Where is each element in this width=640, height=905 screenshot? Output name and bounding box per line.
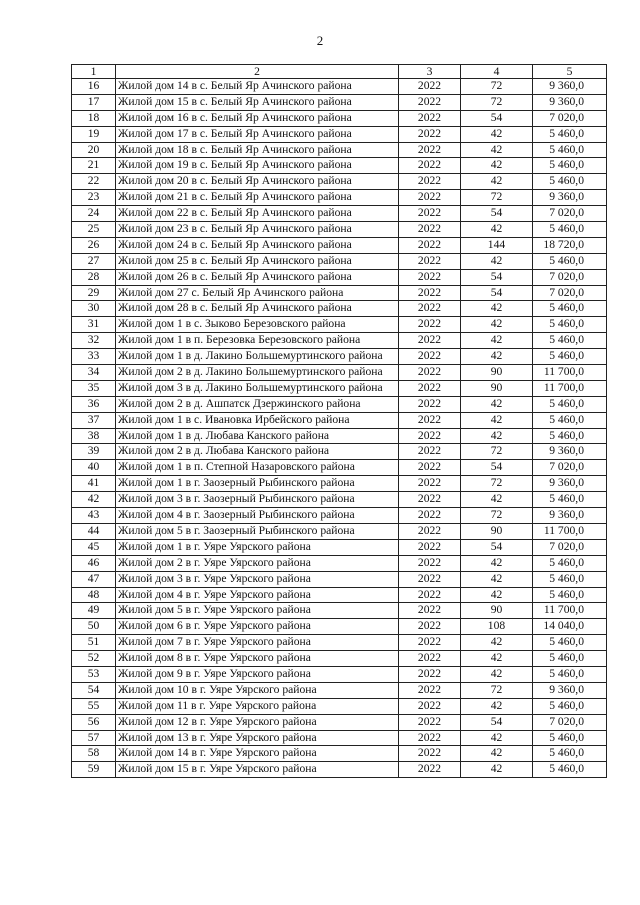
object-name-cell: Жилой дом 26 в с. Белый Яр Ачинского района <box>116 269 399 285</box>
object-name-cell: Жилой дом 5 в г. Заозерный Рыбинского района <box>116 523 399 539</box>
row-number-cell: 42 <box>72 492 116 508</box>
amount-cell: 5 460,0 <box>533 126 607 142</box>
column-header: 1 <box>72 65 116 79</box>
area-cell: 72 <box>461 444 533 460</box>
amount-cell: 5 460,0 <box>533 698 607 714</box>
year-cell: 2022 <box>399 619 461 635</box>
object-name-cell: Жилой дом 20 в с. Белый Яр Ачинского района <box>116 174 399 190</box>
table-row <box>72 301 607 317</box>
amount-cell: 5 460,0 <box>533 333 607 349</box>
year-cell: 2022 <box>399 237 461 253</box>
area-cell: 42 <box>461 253 533 269</box>
amount-cell: 14 040,0 <box>533 619 607 635</box>
year-cell: 2022 <box>399 444 461 460</box>
year-cell: 2022 <box>399 380 461 396</box>
year-cell: 2022 <box>399 94 461 110</box>
row-number-cell: 35 <box>72 380 116 396</box>
object-name-cell: Жилой дом 21 в с. Белый Яр Ачинского района <box>116 190 399 206</box>
year-cell: 2022 <box>399 635 461 651</box>
object-name-cell: Жилой дом 19 в с. Белый Яр Ачинского района <box>116 158 399 174</box>
row-number-cell: 51 <box>72 635 116 651</box>
amount-cell: 7 020,0 <box>533 285 607 301</box>
object-name-cell: Жилой дом 1 в д. Лакино Большемуртинского района <box>116 349 399 365</box>
amount-cell: 5 460,0 <box>533 492 607 508</box>
amount-cell: 9 360,0 <box>533 79 607 95</box>
object-name-cell: Жилой дом 3 в г. Заозерный Рыбинского района <box>116 492 399 508</box>
area-cell: 144 <box>461 237 533 253</box>
object-name-cell: Жилой дом 28 в с. Белый Яр Ачинского района <box>116 301 399 317</box>
area-cell: 42 <box>461 587 533 603</box>
object-name-cell: Жилой дом 7 в г. Уяре Уярского района <box>116 635 399 651</box>
housing-table <box>71 64 607 778</box>
area-cell: 54 <box>461 460 533 476</box>
year-cell: 2022 <box>399 174 461 190</box>
table-row <box>72 349 607 365</box>
year-cell: 2022 <box>399 666 461 682</box>
amount-cell: 5 460,0 <box>533 587 607 603</box>
area-cell: 42 <box>461 301 533 317</box>
year-cell: 2022 <box>399 746 461 762</box>
area-cell: 90 <box>461 365 533 381</box>
object-name-cell: Жилой дом 16 в с. Белый Яр Ачинского района <box>116 110 399 126</box>
amount-cell: 7 020,0 <box>533 206 607 222</box>
area-cell: 42 <box>461 635 533 651</box>
row-number-cell: 34 <box>72 365 116 381</box>
year-cell: 2022 <box>399 523 461 539</box>
table-row <box>72 94 607 110</box>
area-cell: 42 <box>461 571 533 587</box>
object-name-cell: Жилой дом 5 в г. Уяре Уярского района <box>116 603 399 619</box>
row-number-cell: 53 <box>72 666 116 682</box>
year-cell: 2022 <box>399 222 461 238</box>
year-cell: 2022 <box>399 412 461 428</box>
amount-cell: 5 460,0 <box>533 317 607 333</box>
area-cell: 42 <box>461 349 533 365</box>
table-row <box>72 730 607 746</box>
table-row <box>72 396 607 412</box>
area-cell: 108 <box>461 619 533 635</box>
object-name-cell: Жилой дом 9 в г. Уяре Уярского района <box>116 666 399 682</box>
amount-cell: 5 460,0 <box>533 174 607 190</box>
year-cell: 2022 <box>399 126 461 142</box>
year-cell: 2022 <box>399 333 461 349</box>
year-cell: 2022 <box>399 349 461 365</box>
area-cell: 54 <box>461 285 533 301</box>
object-name-cell: Жилой дом 22 в с. Белый Яр Ачинского района <box>116 206 399 222</box>
table-row <box>72 206 607 222</box>
table-row <box>72 380 607 396</box>
row-number-cell: 54 <box>72 682 116 698</box>
row-number-cell: 37 <box>72 412 116 428</box>
object-name-cell: Жилой дом 1 в д. Любава Канского района <box>116 428 399 444</box>
object-name-cell: Жилой дом 12 в г. Уяре Уярского района <box>116 714 399 730</box>
year-cell: 2022 <box>399 285 461 301</box>
table-row <box>72 746 607 762</box>
row-number-cell: 18 <box>72 110 116 126</box>
table-row <box>72 142 607 158</box>
area-cell: 72 <box>461 79 533 95</box>
year-cell: 2022 <box>399 476 461 492</box>
year-cell: 2022 <box>399 651 461 667</box>
row-number-cell: 50 <box>72 619 116 635</box>
year-cell: 2022 <box>399 492 461 508</box>
row-number-cell: 24 <box>72 206 116 222</box>
area-cell: 42 <box>461 651 533 667</box>
amount-cell: 7 020,0 <box>533 460 607 476</box>
year-cell: 2022 <box>399 587 461 603</box>
amount-cell: 9 360,0 <box>533 682 607 698</box>
amount-cell: 7 020,0 <box>533 269 607 285</box>
column-header: 5 <box>533 65 607 79</box>
area-cell: 42 <box>461 222 533 238</box>
object-name-cell: Жилой дом 11 в г. Уяре Уярского района <box>116 698 399 714</box>
object-name-cell: Жилой дом 1 в с. Ивановка Ирбейского района <box>116 412 399 428</box>
amount-cell: 9 360,0 <box>533 444 607 460</box>
year-cell: 2022 <box>399 110 461 126</box>
amount-cell: 5 460,0 <box>533 666 607 682</box>
row-number-cell: 44 <box>72 523 116 539</box>
row-number-cell: 29 <box>72 285 116 301</box>
table-row <box>72 619 607 635</box>
amount-cell: 5 460,0 <box>533 428 607 444</box>
row-number-cell: 46 <box>72 555 116 571</box>
amount-cell: 5 460,0 <box>533 301 607 317</box>
row-number-cell: 19 <box>72 126 116 142</box>
area-cell: 42 <box>461 666 533 682</box>
row-number-cell: 40 <box>72 460 116 476</box>
row-number-cell: 43 <box>72 508 116 524</box>
row-number-cell: 30 <box>72 301 116 317</box>
row-number-cell: 56 <box>72 714 116 730</box>
row-number-cell: 23 <box>72 190 116 206</box>
object-name-cell: Жилой дом 2 в г. Уяре Уярского района <box>116 555 399 571</box>
table-row <box>72 79 607 95</box>
table-row <box>72 603 607 619</box>
amount-cell: 7 020,0 <box>533 714 607 730</box>
area-cell: 42 <box>461 396 533 412</box>
row-number-cell: 27 <box>72 253 116 269</box>
object-name-cell: Жилой дом 2 в д. Лакино Большемуртинского района <box>116 365 399 381</box>
row-number-cell: 31 <box>72 317 116 333</box>
table-row <box>72 190 607 206</box>
amount-cell: 11 700,0 <box>533 365 607 381</box>
year-cell: 2022 <box>399 253 461 269</box>
object-name-cell: Жилой дом 24 в с. Белый Яр Ачинского района <box>116 237 399 253</box>
area-cell: 72 <box>461 94 533 110</box>
object-name-cell: Жилой дом 1 в г. Заозерный Рыбинского района <box>116 476 399 492</box>
amount-cell: 5 460,0 <box>533 555 607 571</box>
object-name-cell: Жилой дом 10 в г. Уяре Уярского района <box>116 682 399 698</box>
object-name-cell: Жилой дом 3 в д. Лакино Большемуртинского района <box>116 380 399 396</box>
object-name-cell: Жилой дом 1 в с. Зыково Березовского района <box>116 317 399 333</box>
table-row <box>72 698 607 714</box>
year-cell: 2022 <box>399 158 461 174</box>
row-number-cell: 55 <box>72 698 116 714</box>
table-row <box>72 428 607 444</box>
table-row <box>72 762 607 778</box>
area-cell: 54 <box>461 110 533 126</box>
object-name-cell: Жилой дом 18 в с. Белый Яр Ачинского района <box>116 142 399 158</box>
area-cell: 42 <box>461 762 533 778</box>
row-number-cell: 16 <box>72 79 116 95</box>
year-cell: 2022 <box>399 571 461 587</box>
area-cell: 72 <box>461 476 533 492</box>
object-name-cell: Жилой дом 1 в п. Степной Назаровского района <box>116 460 399 476</box>
table-row <box>72 269 607 285</box>
area-cell: 42 <box>461 555 533 571</box>
row-number-cell: 39 <box>72 444 116 460</box>
amount-cell: 5 460,0 <box>533 746 607 762</box>
object-name-cell: Жилой дом 2 в д. Ашпатск Дзержинского района <box>116 396 399 412</box>
amount-cell: 5 460,0 <box>533 571 607 587</box>
row-number-cell: 17 <box>72 94 116 110</box>
table-body <box>72 79 607 778</box>
amount-cell: 5 460,0 <box>533 412 607 428</box>
object-name-cell: Жилой дом 2 в д. Любава Канского района <box>116 444 399 460</box>
table-row <box>72 651 607 667</box>
amount-cell: 9 360,0 <box>533 508 607 524</box>
object-name-cell: Жилой дом 14 в с. Белый Яр Ачинского района <box>116 79 399 95</box>
amount-cell: 5 460,0 <box>533 142 607 158</box>
year-cell: 2022 <box>399 206 461 222</box>
table-row <box>72 587 607 603</box>
area-cell: 42 <box>461 174 533 190</box>
amount-cell: 5 460,0 <box>533 635 607 651</box>
column-header: 2 <box>116 65 399 79</box>
object-name-cell: Жилой дом 4 в г. Заозерный Рыбинского района <box>116 508 399 524</box>
area-cell: 42 <box>461 412 533 428</box>
row-number-cell: 26 <box>72 237 116 253</box>
object-name-cell: Жилой дом 3 в г. Уяре Уярского района <box>116 571 399 587</box>
table-row <box>72 174 607 190</box>
table-row <box>72 555 607 571</box>
area-cell: 42 <box>461 428 533 444</box>
row-number-cell: 41 <box>72 476 116 492</box>
year-cell: 2022 <box>399 460 461 476</box>
row-number-cell: 21 <box>72 158 116 174</box>
table-row <box>72 682 607 698</box>
area-cell: 90 <box>461 380 533 396</box>
year-cell: 2022 <box>399 190 461 206</box>
year-cell: 2022 <box>399 365 461 381</box>
table-row <box>72 460 607 476</box>
year-cell: 2022 <box>399 714 461 730</box>
row-number-cell: 59 <box>72 762 116 778</box>
table-row <box>72 237 607 253</box>
row-number-cell: 20 <box>72 142 116 158</box>
area-cell: 72 <box>461 682 533 698</box>
amount-cell: 18 720,0 <box>533 237 607 253</box>
table-row <box>72 571 607 587</box>
year-cell: 2022 <box>399 539 461 555</box>
area-cell: 54 <box>461 714 533 730</box>
object-name-cell: Жилой дом 23 в с. Белый Яр Ачинского района <box>116 222 399 238</box>
year-cell: 2022 <box>399 555 461 571</box>
area-cell: 42 <box>461 126 533 142</box>
column-header: 4 <box>461 65 533 79</box>
table-row <box>72 110 607 126</box>
area-cell: 42 <box>461 698 533 714</box>
table-row <box>72 714 607 730</box>
amount-cell: 11 700,0 <box>533 523 607 539</box>
row-number-cell: 36 <box>72 396 116 412</box>
amount-cell: 11 700,0 <box>533 380 607 396</box>
year-cell: 2022 <box>399 269 461 285</box>
amount-cell: 5 460,0 <box>533 222 607 238</box>
object-name-cell: Жилой дом 15 в с. Белый Яр Ачинского района <box>116 94 399 110</box>
area-cell: 42 <box>461 746 533 762</box>
table-row <box>72 126 607 142</box>
row-number-cell: 52 <box>72 651 116 667</box>
row-number-cell: 33 <box>72 349 116 365</box>
row-number-cell: 32 <box>72 333 116 349</box>
table-row <box>72 444 607 460</box>
table-row <box>72 492 607 508</box>
area-cell: 54 <box>461 539 533 555</box>
table-row <box>72 285 607 301</box>
row-number-cell: 57 <box>72 730 116 746</box>
year-cell: 2022 <box>399 762 461 778</box>
row-number-cell: 58 <box>72 746 116 762</box>
area-cell: 90 <box>461 603 533 619</box>
row-number-cell: 48 <box>72 587 116 603</box>
object-name-cell: Жилой дом 17 в с. Белый Яр Ачинского района <box>116 126 399 142</box>
table-row <box>72 539 607 555</box>
year-cell: 2022 <box>399 698 461 714</box>
amount-cell: 5 460,0 <box>533 396 607 412</box>
area-cell: 42 <box>461 158 533 174</box>
amount-cell: 5 460,0 <box>533 762 607 778</box>
table-header-row <box>72 65 607 79</box>
amount-cell: 7 020,0 <box>533 539 607 555</box>
row-number-cell: 25 <box>72 222 116 238</box>
area-cell: 42 <box>461 333 533 349</box>
row-number-cell: 38 <box>72 428 116 444</box>
table-row <box>72 476 607 492</box>
year-cell: 2022 <box>399 428 461 444</box>
row-number-cell: 28 <box>72 269 116 285</box>
area-cell: 90 <box>461 523 533 539</box>
table-row <box>72 635 607 651</box>
object-name-cell: Жилой дом 27 с. Белый Яр Ачинского района <box>116 285 399 301</box>
area-cell: 54 <box>461 206 533 222</box>
object-name-cell: Жилой дом 4 в г. Уяре Уярского района <box>116 587 399 603</box>
table-row <box>72 253 607 269</box>
area-cell: 72 <box>461 508 533 524</box>
amount-cell: 5 460,0 <box>533 253 607 269</box>
amount-cell: 5 460,0 <box>533 651 607 667</box>
table-row <box>72 666 607 682</box>
amount-cell: 9 360,0 <box>533 94 607 110</box>
object-name-cell: Жилой дом 13 в г. Уяре Уярского района <box>116 730 399 746</box>
year-cell: 2022 <box>399 396 461 412</box>
year-cell: 2022 <box>399 682 461 698</box>
table-row <box>72 412 607 428</box>
object-name-cell: Жилой дом 25 в с. Белый Яр Ачинского района <box>116 253 399 269</box>
row-number-cell: 49 <box>72 603 116 619</box>
row-number-cell: 47 <box>72 571 116 587</box>
year-cell: 2022 <box>399 508 461 524</box>
year-cell: 2022 <box>399 730 461 746</box>
area-cell: 72 <box>461 190 533 206</box>
table-row <box>72 222 607 238</box>
area-cell: 54 <box>461 269 533 285</box>
amount-cell: 11 700,0 <box>533 603 607 619</box>
year-cell: 2022 <box>399 603 461 619</box>
year-cell: 2022 <box>399 317 461 333</box>
area-cell: 42 <box>461 142 533 158</box>
object-name-cell: Жилой дом 1 в г. Уяре Уярского района <box>116 539 399 555</box>
row-number-cell: 45 <box>72 539 116 555</box>
table-row <box>72 317 607 333</box>
column-header: 3 <box>399 65 461 79</box>
amount-cell: 5 460,0 <box>533 730 607 746</box>
amount-cell: 5 460,0 <box>533 349 607 365</box>
amount-cell: 9 360,0 <box>533 476 607 492</box>
table-row <box>72 508 607 524</box>
year-cell: 2022 <box>399 142 461 158</box>
year-cell: 2022 <box>399 79 461 95</box>
amount-cell: 9 360,0 <box>533 190 607 206</box>
year-cell: 2022 <box>399 301 461 317</box>
object-name-cell: Жилой дом 8 в г. Уяре Уярского района <box>116 651 399 667</box>
table-row <box>72 365 607 381</box>
table-row <box>72 158 607 174</box>
amount-cell: 7 020,0 <box>533 110 607 126</box>
amount-cell: 5 460,0 <box>533 158 607 174</box>
object-name-cell: Жилой дом 6 в г. Уяре Уярского района <box>116 619 399 635</box>
object-name-cell: Жилой дом 1 в п. Березовка Березовского района <box>116 333 399 349</box>
page-number: 2 <box>316 33 324 48</box>
area-cell: 42 <box>461 317 533 333</box>
row-number-cell: 22 <box>72 174 116 190</box>
table-row <box>72 333 607 349</box>
area-cell: 42 <box>461 730 533 746</box>
area-cell: 42 <box>461 492 533 508</box>
table-row <box>72 523 607 539</box>
object-name-cell: Жилой дом 15 в г. Уяре Уярского района <box>116 762 399 778</box>
object-name-cell: Жилой дом 14 в г. Уяре Уярского района <box>116 746 399 762</box>
